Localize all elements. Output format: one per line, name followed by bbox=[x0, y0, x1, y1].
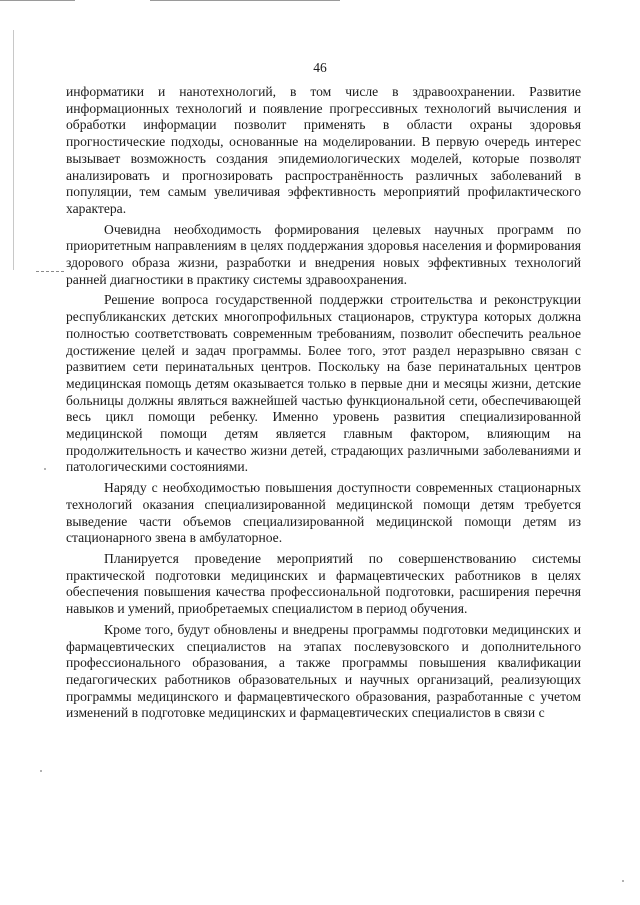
paragraph: Решение вопроса государственной поддержки строительства и реконструкции республиканских детских многопрофильных стационаров, структура которых должна полностью соответствовать современным требованиям, позволит обеспечить реальное достижение целей и задач программы. Более того, этот раздел неразрывно связан с развитием сети перинатальных центров. Поскольку на базе перинатальных центров медицинская помощь детям оказывается только в первые дни и месяцы жизни, детские больницы должны являться важнейшей частью функциональной сети, обеспечивающей весь цикл помощи ребенку. Именно уровень развития специализированной медицинской помощи детям является главным фактором, влияющим на продолжительность и качество жизни детей, страдающих различными заболеваниями и патологическими состояниями. bbox=[66, 292, 581, 475]
margin-dot-mark bbox=[622, 880, 624, 882]
margin-dash-mark bbox=[36, 271, 64, 273]
body-text bbox=[66, 84, 581, 726]
paragraph: Кроме того, будут обновлены и внедрены программы подготовки медицинских и фармацевтических специалистов на этапах послевузовского и дополнительного профессионального образования, а также программы повышения квалификации педагогических работников образовательных и научных организаций, реализующих программы медицинского и фармацевтического образования, разработанные с учетом изменений в подготовке медицинских и фармацевтических специалистов в связи с bbox=[66, 621, 581, 721]
paragraph: информатики и нанотехнологий, в том числе в здравоохранении. Развитие информационных технологий и появление прогрессивных технологий вычисления и обработки информации позволит применять в области охраны здоровья прогностические подходы, основанные на моделировании. В первую очередь интерес вызывает возможность создания эпидемиологических моделей, которые позволят анализировать и прогнозировать распространённость различных заболеваний в популяции, тем самым увеличивая эффективность мероприятий профилактического характера. bbox=[66, 84, 581, 216]
paragraph: Наряду с необходимостью повышения доступности современных стационарных технологий оказания специализированной медицинской помощи детям требуется выведение части объемов специализированной медицинской помощи детям из стационарного звена в амбулаторное. bbox=[66, 480, 581, 546]
margin-dot-mark bbox=[44, 468, 46, 470]
page-number: 46 bbox=[313, 60, 327, 75]
margin-dot-mark bbox=[40, 770, 42, 772]
scan-artifact-top-left bbox=[0, 0, 75, 1]
paragraph: Очевидна необходимость формирования целевых научных программ по приоритетным направлениям в целях поддержания здоровья населения и формирования здорового образа жизни, разработки и внедрения новых эффективных технологий ранней диагностики в практику системы здравоохранения. bbox=[66, 221, 581, 287]
paragraph: Планируется проведение мероприятий по совершенствованию системы практической подготовки медицинских и фармацевтических работников в целях обеспечения повышения качества профессиональной подготовки, расширения перечня навыков и умений, приобретаемых специалистом в период обучения. bbox=[66, 550, 581, 617]
scan-artifact-top-mid bbox=[150, 0, 340, 1]
